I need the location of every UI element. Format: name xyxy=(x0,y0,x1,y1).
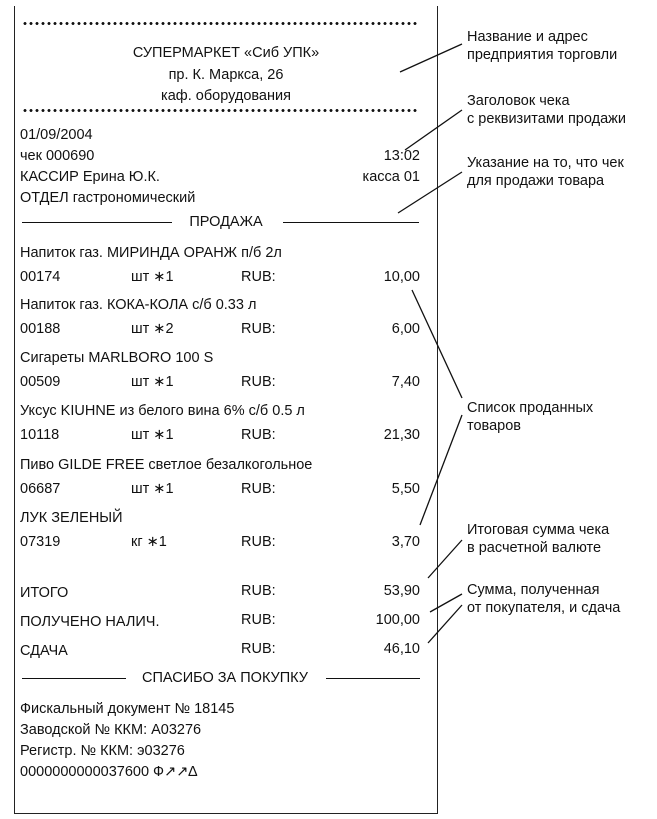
annotation-line: Сумма, полученная xyxy=(467,582,600,598)
check-number: чек 000690 xyxy=(20,148,95,164)
item-qty: шт ∗1 xyxy=(131,427,174,443)
leader-line xyxy=(420,415,462,525)
item-currency: RUB: xyxy=(241,321,276,337)
item-price: 21,30 xyxy=(383,427,420,443)
annotation-line: в расчетной валюте xyxy=(467,540,602,556)
fiscal-code: 0000000000037600 Ф↗↗∆ xyxy=(20,764,198,780)
item-code: 06687 xyxy=(20,481,61,497)
store-address: пр. К. Маркса, 26 xyxy=(168,67,284,83)
item-currency: RUB: xyxy=(241,374,276,390)
item-name: Уксус KIUHNE из белого вина 6% с/б 0.5 л xyxy=(20,403,305,419)
received-label: ПОЛУЧЕНО НАЛИЧ. xyxy=(20,614,160,630)
item-name: Напиток газ. КОКА-КОЛА с/б 0.33 л xyxy=(20,297,257,313)
annotation-line: предприятия торговли xyxy=(467,47,618,63)
leader-line xyxy=(400,44,462,72)
store-name: СУПЕРМАРКЕТ «Сиб УПК» xyxy=(132,45,320,61)
item-currency: RUB: xyxy=(241,481,276,497)
item-code: 10118 xyxy=(20,427,60,443)
item-name: Пиво GILDE FREE светлое безалкогольное xyxy=(20,457,313,473)
change-currency: RUB: xyxy=(241,641,276,657)
annotation-line: товаров xyxy=(467,418,521,434)
item-name: Напиток газ. МИРИНДА ОРАНЖ п/б 2л xyxy=(20,245,282,261)
item-code: 00188 xyxy=(20,321,61,337)
leader-line xyxy=(412,290,462,398)
received-currency: RUB: xyxy=(241,612,276,628)
item-qty: шт ∗1 xyxy=(131,374,174,390)
fiscal-document: Фискальный документ № 18145 xyxy=(20,701,235,717)
total-currency: RUB: xyxy=(241,583,276,599)
total-value: 53,90 xyxy=(383,583,420,599)
item-price: 3,70 xyxy=(391,534,420,550)
item-currency: RUB: xyxy=(241,534,276,550)
leader-line xyxy=(405,110,462,150)
item-price: 7,40 xyxy=(391,374,420,390)
section: ОТДЕЛ гастрономический xyxy=(20,190,196,206)
item-currency: RUB: xyxy=(241,427,276,443)
item-price: 5,50 xyxy=(391,481,420,497)
annotation-line: для продажи товара xyxy=(467,173,605,189)
annotation-line: от покупателя, и сдача xyxy=(467,600,621,616)
item-qty: шт ∗1 xyxy=(131,269,174,285)
item-code: 00509 xyxy=(20,374,61,390)
annotation-line: с реквизитами продажи xyxy=(467,111,626,127)
annotation-line: Заголовок чека xyxy=(467,93,570,109)
item-currency: RUB: xyxy=(241,269,276,285)
item-name: ЛУК ЗЕЛЕНЫЙ xyxy=(20,510,123,526)
item-code: 07319 xyxy=(20,534,61,550)
item-price: 6,00 xyxy=(391,321,420,337)
sale-header: ПРОДАЖА xyxy=(189,214,263,230)
change-value: 46,10 xyxy=(383,641,420,657)
annotation-line: Название и адрес xyxy=(467,29,588,45)
leader-line xyxy=(430,594,462,612)
item-qty: шт ∗2 xyxy=(131,321,174,337)
item-code: 00174 xyxy=(20,269,61,285)
leader-line xyxy=(428,540,462,578)
change-label: СДАЧА xyxy=(20,643,68,659)
item-qty: кг ∗1 xyxy=(131,534,167,550)
annotation-line: Указание на то, что чек xyxy=(467,155,624,171)
kkm-serial: Заводской № ККМ: А03276 xyxy=(20,722,202,738)
thanks-message: СПАСИБО ЗА ПОКУПКУ xyxy=(141,670,309,686)
kkm-registration: Регистр. № ККМ: э03276 xyxy=(20,743,185,759)
register: касса 01 xyxy=(362,169,420,185)
store-department: каф. оборудования xyxy=(161,88,291,104)
annotation-line: Список проданных xyxy=(467,400,594,416)
cashier: КАССИР Ерина Ю.К. xyxy=(20,169,160,185)
receipt-date: 01/09/2004 xyxy=(20,127,93,143)
received-value: 100,00 xyxy=(375,612,420,628)
total-label: ИТОГО xyxy=(20,585,69,601)
item-name: Сигареты MARLBORO 100 S xyxy=(20,350,214,366)
item-price: 10,00 xyxy=(383,269,420,285)
leader-line xyxy=(398,172,462,213)
annotation-line: Итоговая сумма чека xyxy=(467,522,610,538)
item-qty: шт ∗1 xyxy=(131,481,174,497)
receipt-time: 13:02 xyxy=(383,148,420,164)
